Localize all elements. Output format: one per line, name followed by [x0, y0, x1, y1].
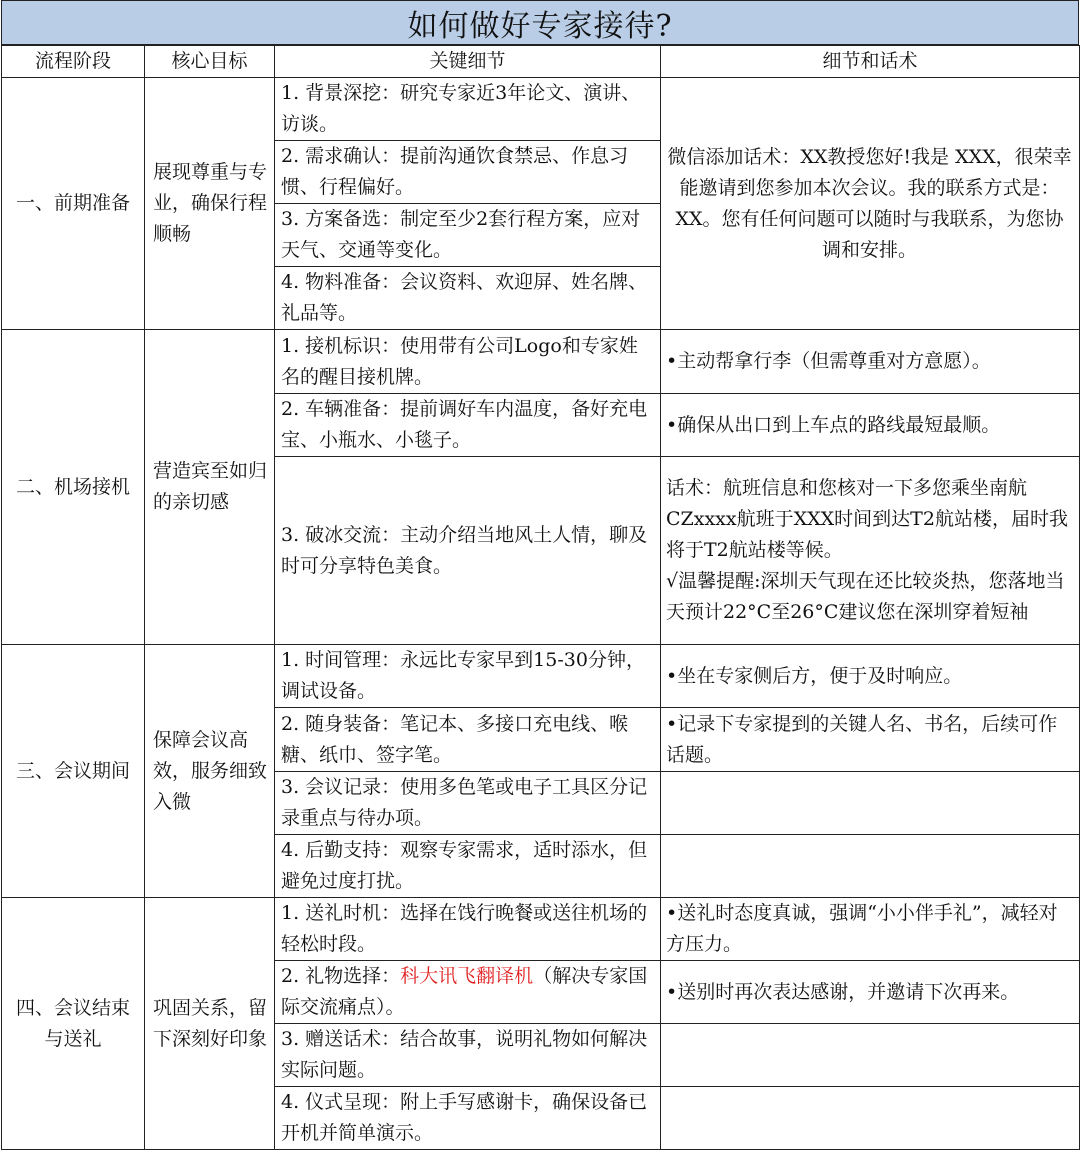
- detail-cell: 3. 会议记录：使用多色笔或电子工具区分记录重点与待办项。: [275, 772, 661, 835]
- tip-cell-empty: [661, 1087, 1080, 1150]
- goal-cell: 保障会议高效，服务细致入微: [145, 645, 275, 898]
- tip-script: 话术：航班信息和您核对一下多您乘坐南航CZxxxx航班于XXX时间到达T2航站楼，届时我将于T2航站楼等候。: [666, 477, 1068, 561]
- detail-cell: 1. 时间管理：永远比专家早到15-30分钟，调试设备。: [275, 645, 661, 708]
- detail-cell: 2. 随身装备：笔记本、多接口充电线、喉糖、纸巾、签字笔。: [275, 708, 661, 772]
- detail-cell-gift: [275, 961, 661, 1024]
- stage-cell: 三、会议期间: [2, 645, 145, 898]
- detail-cell: 1. 背景深挖：研究专家近3年论文、演讲、访谈。: [275, 78, 661, 141]
- tip-cell: 微信添加话术：XX教授您好!我是 XXX，很荣幸能邀请到您参加本次会议。我的联系方式是：XX。您有任何问题可以随时与我联系，为您协调和安排。: [661, 78, 1080, 330]
- header-detail: 关键细节: [275, 46, 661, 78]
- tip-reminder: √温馨提醒:深圳天气现在还比较炎热，您落地当天预计22°C至26°C建议您在深圳穿着短袖: [666, 570, 1065, 623]
- tip-cell: •记录下专家提到的关键人名、书名，后续可作话题。: [661, 708, 1080, 772]
- goal-cell: 展现尊重与专业，确保行程顺畅: [145, 78, 275, 330]
- tip-cell: •坐在专家侧后方，便于及时响应。: [661, 645, 1080, 708]
- table-row: [2, 78, 1080, 141]
- goal-cell: 巩固关系，留下深刻好印象: [145, 898, 275, 1150]
- gift-suffix: （解决专家国际交流痛点）。: [281, 965, 648, 1018]
- detail-cell: 4. 仪式呈现：附上手写感谢卡，确保设备已开机并简单演示。: [275, 1087, 661, 1150]
- detail-cell: 4. 物料准备：会议资料、欢迎屏、姓名牌、礼品等。: [275, 267, 661, 330]
- header-goal: 核心目标: [145, 46, 275, 78]
- tip-cell: •确保从出口到上车点的路线最短最顺。: [661, 394, 1080, 457]
- reception-table: [1, 45, 1080, 1150]
- stage-cell: 四、会议结束与送礼: [2, 898, 145, 1150]
- detail-cell: 3. 破冰交流：主动介绍当地风土人情，聊及时可分享特色美食。: [275, 457, 661, 645]
- tip-cell-empty: [661, 835, 1080, 898]
- stage-cell: 二、机场接机: [2, 330, 145, 645]
- detail-cell: 2. 车辆准备：提前调好车内温度，备好充电宝、小瓶水、小毯子。: [275, 394, 661, 457]
- header-stage: 流程阶段: [2, 46, 145, 78]
- tip-cell-empty: [661, 772, 1080, 835]
- table-row: [2, 645, 1080, 708]
- tip-cell-empty: [661, 1024, 1080, 1087]
- tip-cell: •送别时再次表达感谢，并邀请下次再来。: [661, 961, 1080, 1024]
- table-row: [2, 898, 1080, 961]
- page-title: 如何做好专家接待?: [1, 0, 1079, 45]
- table-row: [2, 330, 1080, 394]
- header-tips: 细节和话术: [661, 46, 1080, 78]
- detail-cell: 1. 送礼时机：选择在饯行晚餐或送往机场的轻松时段。: [275, 898, 661, 961]
- tip-cell: [661, 457, 1080, 645]
- gift-highlight: 科大讯飞翻译机: [400, 965, 534, 987]
- detail-cell: 4. 后勤支持：观察专家需求，适时添水，但避免过度打扰。: [275, 835, 661, 898]
- goal-cell: 营造宾至如归的亲切感: [145, 330, 275, 645]
- detail-cell: 3. 方案备选：制定至少2套行程方案，应对天气、交通等变化。: [275, 204, 661, 267]
- tip-cell: •主动帮拿行李（但需尊重对方意愿）。: [661, 330, 1080, 394]
- stage-cell: 一、前期准备: [2, 78, 145, 330]
- tip-cell: •送礼时态度真诚，强调“小小伴手礼”，减轻对方压力。: [661, 898, 1080, 961]
- detail-cell: 2. 需求确认：提前沟通饮食禁忌、作息习惯、行程偏好。: [275, 141, 661, 204]
- gift-prefix: 2. 礼物选择：: [281, 965, 401, 987]
- header-row: [2, 46, 1080, 78]
- detail-cell: 1. 接机标识：使用带有公司Logo和专家姓名的醒目接机牌。: [275, 330, 661, 394]
- detail-cell: 3. 赠送话术：结合故事，说明礼物如何解决实际问题。: [275, 1024, 661, 1087]
